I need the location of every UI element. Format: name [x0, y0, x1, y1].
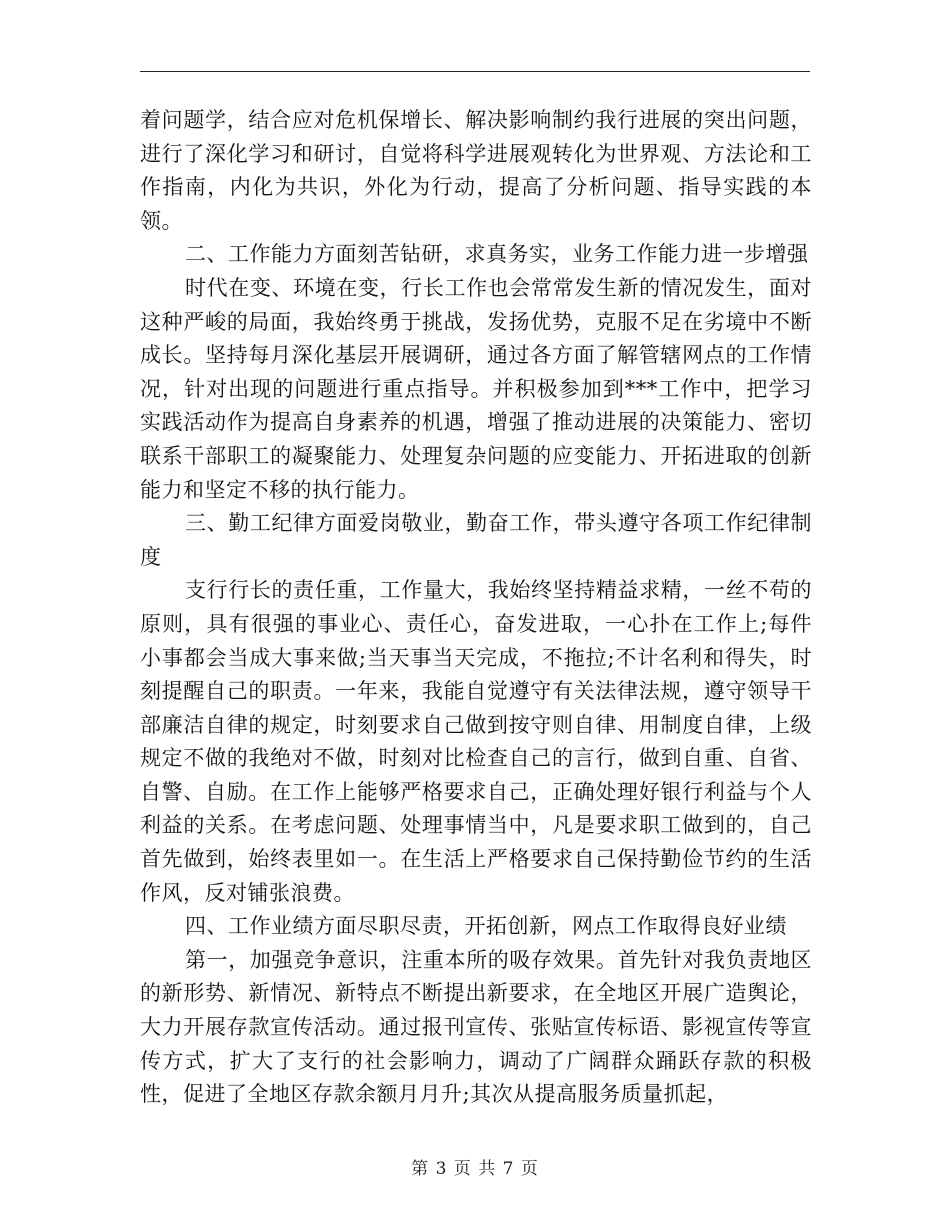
document-body [140, 104, 812, 1112]
page-number: 第 3 页 共 7 页 [411, 1159, 539, 1179]
paragraph-work-ability: 时代在变、环境在变，行长工作也会常常发生新的情况发生，面对这种严峻的局面，我始终勇于挑战，发扬优势，克服不足在劣境中不断成长。坚持每月深化基层开展调研，通过各方面了解管辖网点的工作情况，针对出现的问题进行重点指导。并积极参加到***工作中，把学习实践活动作为提高自身素养的机遇，增强了推动进展的决策能力、密切联系干部职工的凝聚能力、处理复杂问题的应变能力、开拓进取的创新能力和坚定不移的执行能力。 [140, 275, 812, 502]
section-heading-discipline: 三、勤工纪律方面爱岗敬业，勤奋工作，带头遵守各项工作纪律制度 [140, 511, 812, 569]
section-heading-work-ability: 二、工作能力方面刻苦钻研，求真务实，业务工作能力进一步增强 [185, 242, 809, 267]
paragraph-study-continuation: 着问题学，结合应对危机保增长、解决影响制约我行进展的突出问题，进行了深化学习和研讨，自觉将科学进展观转化为世界观、方法论和工作指南，内化为共识，外化为行动，提高了分析问题、指导实践的本领。 [140, 108, 812, 233]
paragraph-performance-first: 第一，加强竞争意识，注重本所的吸存效果。首先针对我负责地区的新形势、新情况、新特点不断提出新要求，在全地区开展广造舆论，大力开展存款宣传活动。通过报刊宣传、张贴宣传标语、影视宣传等宣传方式，扩大了支行的社会影响力，调动了广阔群众踊跃存款的积极性，促进了全地区存款余额月月升;其次从提高服务质量抓起， [140, 947, 812, 1107]
paragraph-discipline: 支行行长的责任重，工作量大，我始终坚持精益求精，一丝不苟的原则，具有很强的事业心、责任心，奋发进取，一心扑在工作上;每件小事都会当成大事来做;当天事当天完成，不拖拉;不计名利和得失，时刻提醒自己的职责。一年来，我能自觉遵守有关法律法规，遵守领导干部廉洁自律的规定，时刻要求自己做到按守则自律、用制度自律，上级规定不做的我绝对不做，时刻对比检查自己的言行，做到自重、自省、自警、自励。在工作上能够严格要求自己，正确处理好银行利益与个人利益的关系。在考虑问题、处理事情当中，凡是要求职工做到的，自己首先做到，始终表里如一。在生活上严格要求自己保持勤俭节约的生活作风，反对铺张浪费。 [140, 578, 812, 905]
header-rule [140, 71, 810, 72]
section-heading-performance: 四、工作业绩方面尽职尽责，开拓创新，网点工作取得良好业绩 [185, 914, 787, 939]
